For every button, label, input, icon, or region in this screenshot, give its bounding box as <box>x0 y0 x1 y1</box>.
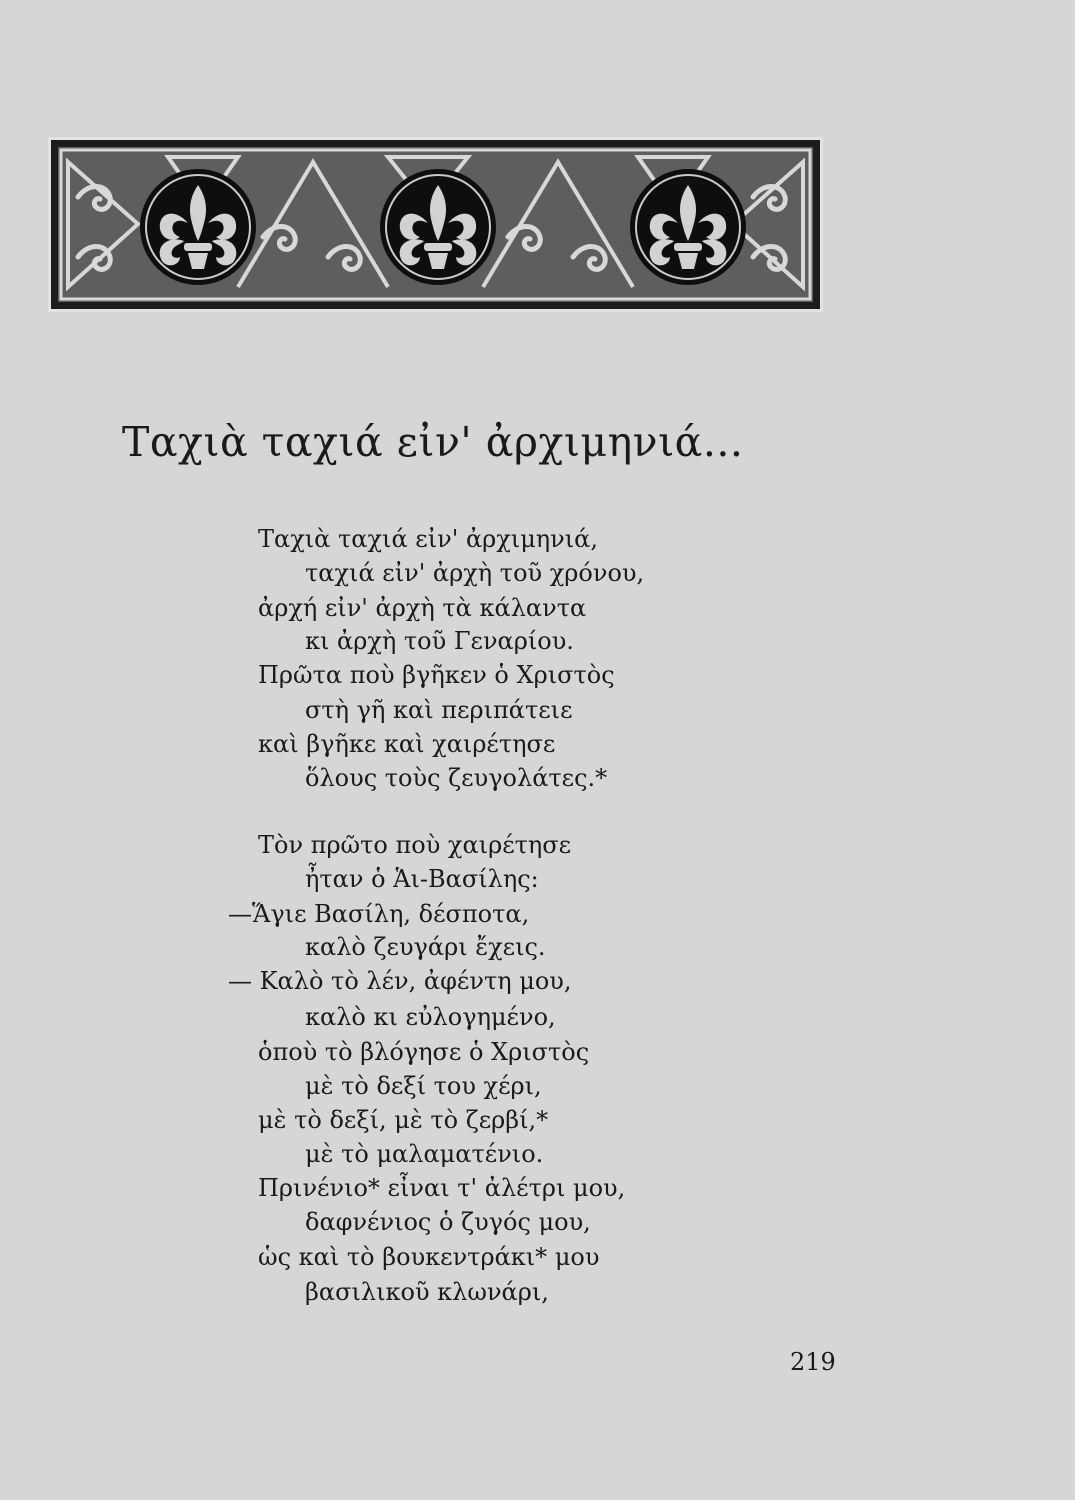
verse-line: μὲ τὸ δεξί του χέρι, <box>305 1072 542 1100</box>
verse-line: μὲ τὸ δεξί, μὲ τὸ ζερβί,* <box>258 1106 549 1134</box>
verse-line: Ταχιὰ ταχιά εἰν' ἀρχιμηνιά, <box>258 525 599 553</box>
verse-line: κι ἀρχὴ τοῦ Γεναρίου. <box>305 627 574 655</box>
verse-line: καλὸ κι εὐλογημένο, <box>305 1003 556 1031</box>
verse-line: δαφνένιος ὁ ζυγός μου, <box>305 1208 591 1236</box>
verse-line: ὁποὺ τὸ βλόγησε ὁ Χριστὸς <box>258 1038 590 1066</box>
verse-line: καλὸ ζευγάρι ἔχεις. <box>305 933 546 961</box>
verse-line: ἦταν ὁ Ἁι-Βασίλης: <box>305 865 539 893</box>
verse-line: Πρινένιο* εἶναι τ' ἀλέτρι μου, <box>258 1174 626 1202</box>
verse-line: ὡς καὶ τὸ βουκεντράκι* μου <box>258 1243 600 1271</box>
verse-line: ταχιά εἰν' ἀρχὴ τοῦ χρόνου, <box>305 559 645 587</box>
verse-line: βασιλικοῦ κλωνάρι, <box>305 1278 549 1306</box>
verse-line: μὲ τὸ μαλαματένιο. <box>305 1140 544 1168</box>
verse-line: — Καλὸ τὸ λέν, ἀφέντη μου, <box>228 967 572 995</box>
poem-title: Ταχιὰ ταχιά εἰν' ἀρχιμηνιά... <box>122 418 744 466</box>
verse-line: ὅλους τοὺς ζευγολάτες.* <box>305 764 608 792</box>
page-number: 219 <box>790 1348 836 1376</box>
verse-line: καὶ βγῆκε καὶ χαιρέτησε <box>258 730 556 758</box>
ornamental-banner <box>48 137 823 312</box>
verse-line: στὴ γῆ καὶ περιπάτειε <box>305 696 573 724</box>
verse-line: —Ἅγιε Βασίλη, δέσποτα, <box>228 900 530 928</box>
verse-line: Πρῶτα ποὺ βγῆκεν ὁ Χριστὸς <box>258 661 615 689</box>
verse-line: ἀρχή εἰν' ἀρχὴ τὰ κάλαντα <box>258 594 587 622</box>
verse-line: Τὸν πρῶτο ποὺ χαιρέτησε <box>258 831 572 859</box>
